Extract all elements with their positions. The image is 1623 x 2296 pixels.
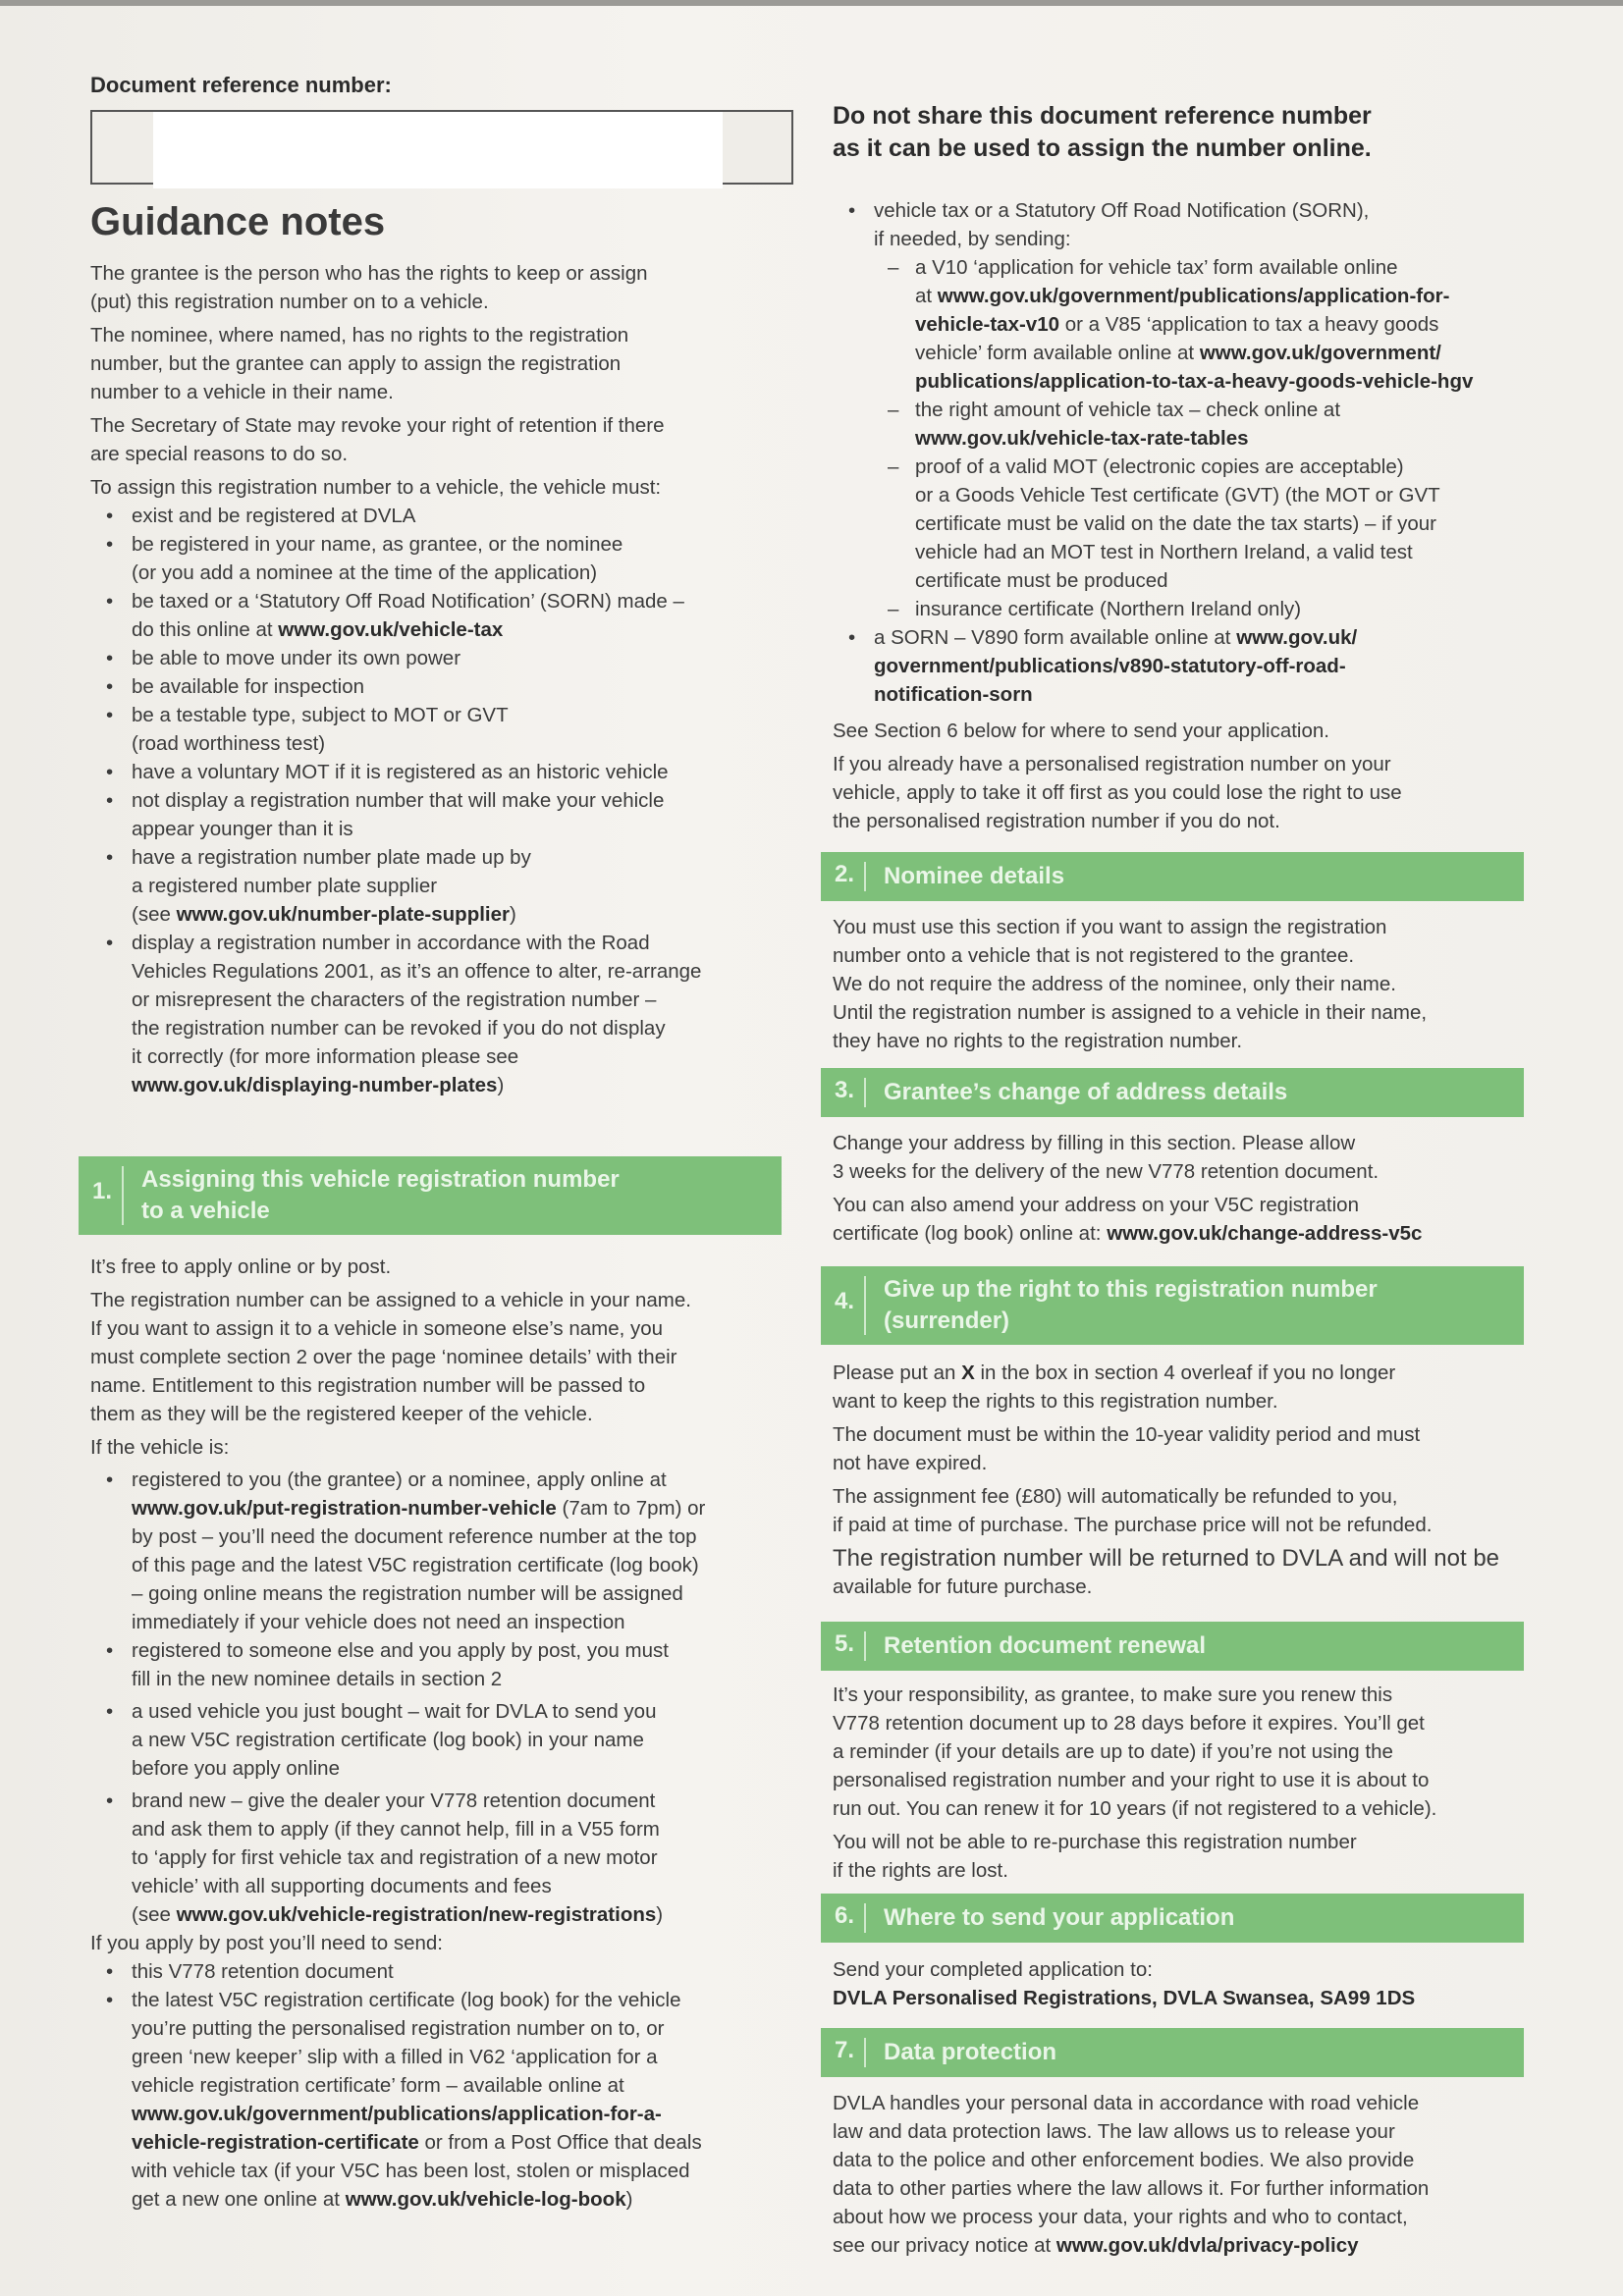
link-number-plate-supplier: www.gov.uk/number-plate-supplier (176, 903, 510, 926)
list-item: • have a voluntary MOT if it is registered as an historic vehicle (106, 761, 669, 783)
section-number: 4. (835, 1288, 855, 1314)
link-new-registrations: www.gov.uk/vehicle-registration/new-registrations (176, 1903, 657, 1926)
link-v890: www.gov.uk/ (1236, 626, 1358, 649)
para: them as they will be the registered keeper of the vehicle. (90, 1403, 593, 1425)
sub-item: – proof of a valid MOT (electronic copies are acceptable) or a Goods Vehicle Test certificate (GVT) (the MOT or GVT certificate must be valid on the date the tax starts) – if your vehicle had an MOT test in Northern Ireland, a valid test certificate must be produced (888, 455, 1440, 592)
para: certificate (log book) online at: www.gov.uk/change-address-v5c (833, 1222, 1423, 1245)
sub-item: – the right amount of vehicle tax – check online at www.gov.uk/vehicle-tax-rate-tables (888, 399, 1341, 450)
section-title: Give up the right to this registration number (884, 1276, 1378, 1303)
para: The assignment fee (£80) will automatically be refunded to you, (833, 1485, 1398, 1508)
section-4-header (821, 1266, 1524, 1345)
para: The registration number will be returned to DVLA and will not be (833, 1545, 1500, 1572)
para: If the vehicle is: (90, 1436, 230, 1459)
para: You will not be able to re-purchase this registration number (833, 1831, 1357, 1853)
link-put-registration: www.gov.uk/put-registration-number-vehicle (132, 1497, 557, 1520)
link-displaying-number-plates: www.gov.uk/displaying-number-plates (132, 1074, 498, 1096)
para: Change your address by filling in this section. Please allow (833, 1132, 1356, 1154)
para: If you apply by post you’ll need to send: (90, 1932, 443, 1954)
section-2-body (833, 913, 1532, 1055)
para: personalised registration number and your right to use it is about to (833, 1769, 1430, 1791)
list-item: • be a testable type, subject to MOT or GVT (road worthiness test) (106, 704, 509, 755)
para: if paid at time of purchase. The purchase price will not be refunded. (833, 1514, 1433, 1536)
section-title: Grantee’s change of address details (884, 1079, 1288, 1105)
section-divider (864, 1276, 866, 1335)
para: If you want to assign it to a vehicle in someone else’s name, you (90, 1317, 664, 1340)
section-number: 2. (835, 861, 855, 887)
section-4-body (833, 1359, 1532, 1601)
section-5-header (821, 1622, 1524, 1671)
link-tax-rate-tables: www.gov.uk/vehicle-tax-rate-tables (915, 427, 1249, 450)
sub-item: – insurance certificate (Northern Ireland only) (888, 598, 1302, 620)
section-title: Retention document renewal (884, 1632, 1207, 1659)
section-1-header (79, 1156, 782, 1235)
doc-ref-box (90, 110, 793, 185)
link-v85-cont: publications/application-to-tax-a-heavy-goods-vehicle-hgv (915, 370, 1474, 393)
doc-ref-label: Document reference number: (90, 73, 392, 97)
section-divider (864, 1631, 866, 1661)
link-v62-form: www.gov.uk/government/publications/application-for-a- (132, 2103, 662, 2125)
link-v10: www.gov.uk/government/publications/application-for- (937, 285, 1450, 307)
section-divider (864, 2038, 866, 2067)
list-item: • brand new – give the dealer your V778 retention document and ask them to apply (if they cannot help, fill in a V55 form to ‘apply for first vehicle tax and registration of a new motor vehicle’ with all supporting documents and fees (see www.gov.uk/vehicle-registration/new-registrations) (106, 1789, 664, 1926)
warning-line-1: Do not share this document reference number (833, 102, 1372, 130)
para: vehicle, apply to take it off first as you could lose the right to use (833, 781, 1402, 804)
para: The nominee, where named, has no rights to the registration (90, 324, 629, 347)
list-item: • vehicle tax or a Statutory Off Road Notification (SORN), if needed, by sending: – a V10 ‘application for vehicle tax’ form available online at www.gov.uk/government/publications/application-for- vehicle-tax-v10 or a V85 ‘application to tax a heavy goods vehicle’ form available online at www.gov.uk/government/ publications/application-to-tax-a-heavy-goods-vehicle-hgv – the right amount of vehicle tax – check online at www.gov.uk/vehicle-tax-rate-tables – proof of a valid MOT (electronic copies are acceptable) or a Goods Vehicle Test certificate (GVT) (the MOT or GVT certificate must be valid on the date the tax starts) – if your vehicle had an MOT test in Northern Ireland, a valid test certificate must be produced – insurance certificate (Northern Ireland only) (833, 196, 1532, 623)
list-item: • not display a registration number that will make your vehicle appear younger than it is (106, 789, 665, 840)
para: data to other parties where the law allows it. For further information (833, 2177, 1430, 2200)
warning-line-2: as it can be used to assign the number online. (833, 134, 1372, 162)
para: not have expired. (833, 1452, 988, 1474)
para: You can also amend your address on your V5C registration (833, 1194, 1359, 1216)
page-title: Guidance notes (90, 200, 386, 243)
para: V778 retention document up to 28 days before it expires. You’ll get (833, 1712, 1425, 1735)
para: a reminder (if your details are up to date) if you’re not using the (833, 1740, 1393, 1763)
para: 3 weeks for the delivery of the new V778 retention document. (833, 1160, 1380, 1183)
tax-list (833, 196, 1532, 709)
section-number: 3. (835, 1077, 855, 1103)
vehicle-list (90, 1466, 789, 1929)
section-6-body (833, 1955, 1532, 2012)
list-item: • be taxed or a ‘Statutory Off Road Notification’ (SORN) made – do this online at www.gov.uk/vehicle-tax (106, 590, 684, 641)
para: The document must be within the 10-year validity period and must (833, 1423, 1421, 1446)
link-v890-cont: government/publications/v890-statutory-off-road- (874, 655, 1346, 677)
link-v85: www.gov.uk/government/ (1199, 342, 1441, 364)
list-item: • registered to you (the grantee) or a nominee, apply online at www.gov.uk/put-registration-number-vehicle (7am to 7pm) or by post – you’ll need the document reference number at the top of this page and the latest V5C registration certificate (log book) – going online means the registration number will be assigned immediately if your vehicle does not need an inspection (106, 1468, 706, 1633)
para: if the rights are lost. (833, 1859, 1008, 1882)
para: about how we process your data, your rights and who to contact, (833, 2206, 1408, 2228)
para: You must use this section if you want to assign the registration (833, 916, 1387, 938)
para: DVLA handles your personal data in accordance with road vehicle (833, 2092, 1420, 2114)
section-title: Assigning this vehicle registration number (141, 1166, 620, 1193)
para: The Secretary of State may revoke your right of retention if there (90, 414, 665, 437)
section-7-body (833, 2089, 1532, 2260)
link-vehicle-tax: www.gov.uk/vehicle-tax (278, 618, 504, 641)
sub-item: – a V10 ‘application for vehicle tax’ form available online at www.gov.uk/government/publications/application-for- vehicle-tax-v10 or a V85 ‘application to tax a heavy goods vehicle’ form available online at www.gov.uk/government/ publications/application-to-tax-a-heavy-goods-vehicle-hgv (888, 256, 1474, 393)
list-item: • be available for inspection (106, 675, 365, 698)
para: run out. You can renew it for 10 years (if not registered to a vehicle). (833, 1797, 1437, 1820)
para: data to the police and other enforcement bodies. We also provide (833, 2149, 1415, 2171)
list-item: • the latest V5C registration certificate (log book) for the vehicle you’re putting the personalised registration number on to, or green ‘new keeper’ slip with a filled in V62 ‘application for a vehicle registration certificate’ form – available online at www.gov.uk/government/publications/application-for-a- vehicle-registration-certificate or from a Post Office that deals with vehicle tax (if your V5C has been lost, stolen or misplaced get a new one online at www.gov.uk/vehicle-log-book) (106, 1989, 702, 2211)
para: See Section 6 below for where to send your application. (833, 720, 1329, 742)
para: are special reasons to do so. (90, 443, 349, 465)
para: the personalised registration number if you do not. (833, 810, 1280, 832)
list-item: • be able to move under its own power (106, 647, 461, 669)
para: To assign this registration number to a vehicle, the vehicle must: (90, 476, 662, 499)
para: (put) this registration number on to a vehicle. (90, 291, 489, 313)
section-title: (surrender) (884, 1308, 1010, 1334)
para: It’s free to apply online or by post. (90, 1255, 392, 1278)
list-item: • this V778 retention document (106, 1960, 394, 1983)
tax-requirements (833, 196, 1532, 835)
section-3-body (833, 1129, 1532, 1248)
para: number onto a vehicle that is not registered to the grantee. (833, 944, 1355, 967)
para: see our privacy notice at www.gov.uk/dvla/privacy-policy (833, 2234, 1359, 2257)
section-divider (864, 1903, 866, 1933)
section-3-header (821, 1068, 1524, 1117)
para: name. Entitlement to this registration number will be passed to (90, 1374, 646, 1397)
para: must complete section 2 over the page ‘nominee details’ with their (90, 1346, 677, 1368)
list-item: • have a registration number plate made up by a registered number plate supplier (see www.gov.uk/number-plate-supplier) (106, 846, 531, 926)
link-v890-cont2: notification-sorn (874, 683, 1033, 706)
redaction-block (153, 112, 723, 188)
para: number, but the grantee can apply to assign the registration (90, 352, 622, 375)
para: available for future purchase. (833, 1575, 1093, 1598)
para: law and data protection laws. The law allows us to release your (833, 2120, 1395, 2143)
para: If you already have a personalised registration number on your (833, 753, 1391, 775)
para: We do not require the address of the nominee, only their name. (833, 973, 1396, 995)
para: number to a vehicle in their name. (90, 381, 394, 403)
section-1-body (90, 1253, 789, 2214)
para: they have no rights to the registration number. (833, 1030, 1243, 1052)
list-item: • display a registration number in accordance with the Road Vehicles Regulations 2001, as it’s an offence to alter, re-arrange or misrepresent the characters of the registration number – the registration number can be revoked if you do not display it correctly (for more information please see www.gov.uk/displaying-number-plates) (106, 932, 702, 1096)
link-vehicle-log-book: www.gov.uk/vehicle-log-book (345, 2188, 626, 2211)
list-item: • a SORN – V890 form available online at www.gov.uk/ government/publications/v890-statutory-off-road- notification-sorn (848, 626, 1358, 706)
section-2-header (821, 852, 1524, 901)
intro (90, 259, 789, 1099)
section-5-body (833, 1681, 1532, 1885)
section-6-header (821, 1894, 1524, 1943)
section-title: Nominee details (884, 863, 1065, 889)
section-number: 1. (92, 1178, 113, 1204)
link-v10-cont: vehicle-tax-v10 (915, 313, 1060, 336)
section-title: Data protection (884, 2039, 1057, 2065)
list-item: • a used vehicle you just bought – wait for DVLA to send you a new V5C registration certificate (log book) in your name before you apply online (106, 1700, 657, 1780)
list-item: • registered to someone else and you apply by post, you must fill in the new nominee details in section 2 (106, 1639, 669, 1690)
top-edge (0, 0, 1623, 6)
para: The grantee is the person who has the rights to keep or assign (90, 262, 648, 285)
section-7-header (821, 2028, 1524, 2077)
para: It’s your responsibility, as grantee, to make sure you renew this (833, 1683, 1393, 1706)
section-divider (122, 1166, 124, 1225)
section-number: 5. (835, 1630, 855, 1657)
post-list (90, 1957, 789, 2214)
para: Until the registration number is assigned to a vehicle in their name, (833, 1001, 1428, 1024)
list-item: • be registered in your name, as grantee, or the nominee (or you add a nominee at the time of the application) (106, 533, 623, 584)
link-change-address: www.gov.uk/change-address-v5c (1107, 1222, 1423, 1245)
requirements-list (90, 502, 789, 1099)
sub-list (874, 253, 1532, 623)
section-divider (864, 862, 866, 891)
list-item: • exist and be registered at DVLA (106, 505, 416, 527)
section-divider (864, 1078, 866, 1107)
send-address: DVLA Personalised Registrations, DVLA Swansea, SA99 1DS (833, 1987, 1416, 2009)
link-v62-form-cont: vehicle-registration-certificate (132, 2131, 419, 2154)
link-privacy-policy: www.gov.uk/dvla/privacy-policy (1055, 2234, 1359, 2257)
section-number: 6. (835, 1902, 855, 1929)
para: want to keep the rights to this registration number. (833, 1390, 1278, 1413)
para: Please put an X in the box in section 4 overleaf if you no longer (833, 1362, 1396, 1384)
section-title: to a vehicle (141, 1198, 270, 1224)
section-number: 7. (835, 2037, 855, 2063)
para: Send your completed application to: (833, 1958, 1153, 1981)
para: The registration number can be assigned to a vehicle in your name. (90, 1289, 691, 1311)
section-title: Where to send your application (884, 1904, 1235, 1931)
